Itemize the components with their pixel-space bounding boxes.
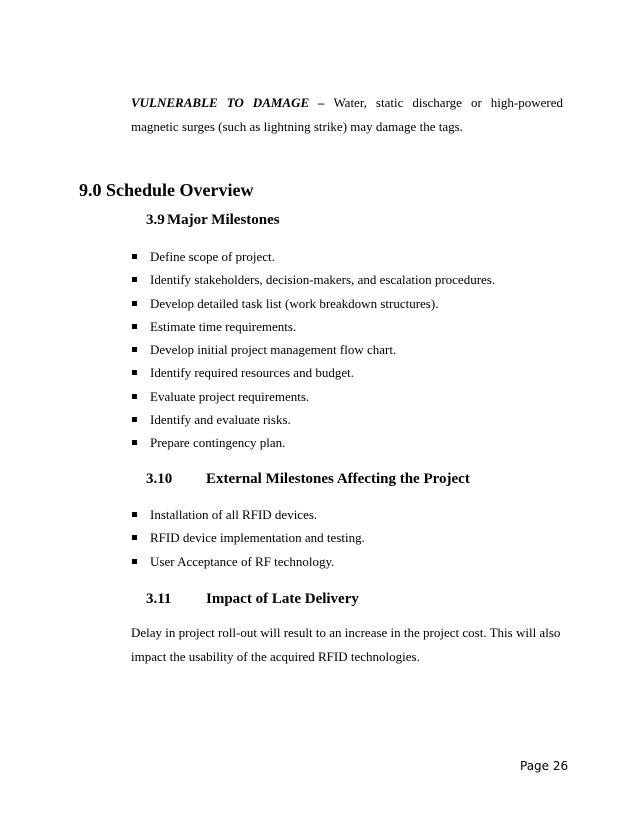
list-item-text: Develop detailed task list (work breakdown structures). xyxy=(150,295,439,311)
bullet-square-icon xyxy=(132,394,137,399)
intro-lead: VULNERABLE TO DAMAGE – xyxy=(131,95,325,110)
bullet-square-icon xyxy=(132,277,137,282)
external-milestones-list xyxy=(132,503,365,573)
list-item-text: Installation of all RFID devices. xyxy=(150,507,318,522)
intro-text: Water, static discharge or high-powered magnetic surges (such as lightning strike) may damage the tags. xyxy=(131,95,563,134)
bullet-square-icon xyxy=(132,417,137,422)
list-item-text: Estimate time requirements. xyxy=(150,318,297,334)
subsection-title: External Milestones Affecting the Project xyxy=(206,471,470,487)
late-delivery-paragraph: Delay in project roll-out will result to an increase in the project cost. This will also impact the usability of the acquired RFID technologies. xyxy=(131,625,561,664)
bullet-square-icon xyxy=(132,535,137,540)
subsection-number: 3.11 xyxy=(146,591,172,607)
subsection-heading-external-milestones xyxy=(146,469,470,489)
list-item-text: Develop initial project management flow chart. xyxy=(150,342,397,358)
bullet-square-icon xyxy=(132,512,137,517)
major-milestones-list xyxy=(132,245,495,455)
list-item xyxy=(132,361,495,384)
intro-paragraph xyxy=(131,91,563,139)
list-item xyxy=(132,550,365,573)
bullet-square-icon xyxy=(132,559,137,564)
list-item xyxy=(132,245,495,268)
list-item-text: Identify stakeholders, decision-makers, and escalation procedures. xyxy=(150,272,496,288)
list-item-text: Identify and evaluate risks. xyxy=(150,412,291,428)
list-item xyxy=(132,268,495,291)
list-item-text: Define scope of project. xyxy=(150,249,275,264)
list-item xyxy=(132,292,495,315)
bullet-square-icon xyxy=(132,301,137,306)
list-item-text: Prepare contingency plan. xyxy=(150,435,286,451)
list-item-text: User Acceptance of RF technology. xyxy=(150,553,335,569)
list-item xyxy=(132,431,495,454)
page-number: Page 26 xyxy=(520,759,569,773)
list-item xyxy=(132,503,365,526)
list-item-text: Identify required resources and budget. xyxy=(150,365,354,381)
bullet-square-icon xyxy=(132,347,137,352)
bullet-square-icon xyxy=(132,254,137,259)
list-item-text: RFID device implementation and testing. xyxy=(150,530,365,546)
bullet-square-icon xyxy=(132,324,137,329)
list-item xyxy=(132,385,495,408)
subsection-title: Impact of Late Delivery xyxy=(206,591,359,607)
list-item xyxy=(132,338,495,361)
list-item xyxy=(132,315,495,338)
subsection-number: 3.9 xyxy=(146,212,165,228)
subsection-number: 3.10 xyxy=(146,471,173,487)
bullet-square-icon xyxy=(132,440,137,445)
subsection-heading-late-delivery xyxy=(146,589,359,609)
subsection-heading-major-milestones xyxy=(146,210,280,230)
subsection-title: Major Milestones xyxy=(167,212,280,228)
list-item xyxy=(132,408,495,431)
list-item-text: Evaluate project requirements. xyxy=(150,388,310,404)
bullet-square-icon xyxy=(132,370,137,375)
section-heading-schedule-overview: 9.0 Schedule Overview xyxy=(79,180,254,200)
list-item xyxy=(132,526,365,549)
